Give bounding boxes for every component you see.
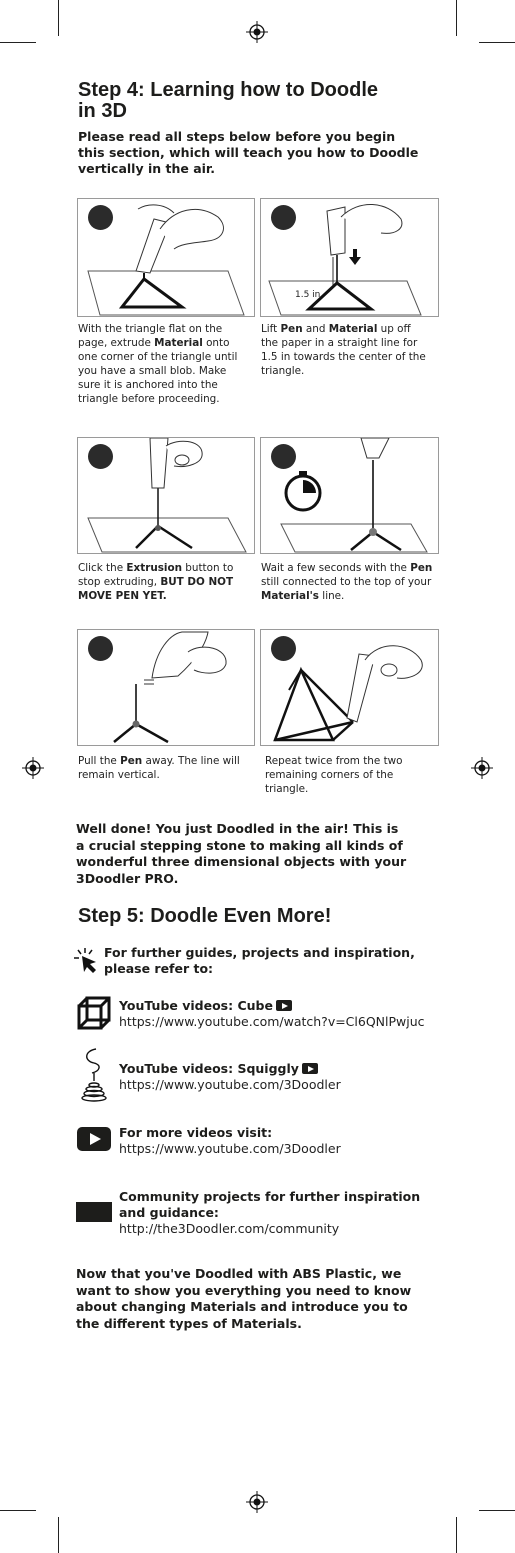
step-5-caption: Pull the Pen away. The line will remain vertical. [78,755,240,781]
step-number-badge [271,444,296,469]
step-1-caption: With the triangle flat on the page, extrude Material onto one corner of the triangle until you have a small blob. Make sure it is anchored into the triangle before proceeding. [78,323,238,405]
step-4-caption: Wait a few seconds with the Pen still connected to the top of your Material's line. [261,562,433,602]
intro-line: vertically in the air. [78,161,216,176]
step-2-caption: Lift Pen and Material up off the paper in a straight line for 1.5 in towards the center of the triangle. [261,323,426,377]
squiggly-icon [80,1047,110,1103]
refer-text: For further guides, projects and inspiration, please refer to: [104,945,415,976]
step-number-badge [271,205,296,230]
community-icon [76,1202,112,1222]
step4-title-line: Step 4: Learning how to Doodle [78,79,378,101]
youtube-icon [276,1000,292,1011]
resource-title: YouTube videos: Squiggly [119,1061,341,1077]
resource-title: Community projects for further inspiration and guidance: [119,1189,421,1220]
step-3-caption: Click the Extrusion button to stop extruding, BUT DO NOT MOVE PEN YET. [78,562,234,602]
cube-icon [76,995,112,1031]
step-illustration-4 [260,437,439,554]
intro-line: Please read all steps below before you begin [78,129,396,144]
step-illustration-6 [260,629,439,746]
stopwatch-icon [286,471,320,510]
crop-mark [0,42,36,43]
registration-mark-icon [471,757,493,779]
step-illustration-2 [260,198,439,317]
step-number-badge [88,636,113,661]
resource-title: YouTube videos: Cube [119,998,425,1014]
registration-mark-icon [246,21,268,43]
resource-title: For more videos visit: [119,1125,273,1140]
registration-mark-icon [22,757,44,779]
step4-title [78,80,478,122]
resource-link[interactable]: http://the3Doodler.com/community [119,1221,340,1236]
resource-more-videos[interactable] [119,1125,341,1157]
youtube-play-icon [77,1127,111,1151]
crop-mark [479,42,515,43]
step-number-badge [88,444,113,469]
crop-mark [456,1517,457,1553]
step4-title-line: in 3D [78,100,127,122]
crop-mark [479,1510,515,1511]
crop-mark [58,0,59,36]
step-number-badge [88,205,113,230]
crop-mark [58,1517,59,1553]
crop-mark [0,1510,36,1511]
resource-link[interactable]: https://www.youtube.com/3Doodler [119,1141,341,1156]
intro-line: this section, which will teach you how to Doodle [78,145,419,160]
registration-mark-icon [246,1491,268,1513]
step-number-badge [271,636,296,661]
step4-intro [78,129,498,177]
cursor-click-icon [74,948,100,974]
resource-community[interactable] [119,1189,420,1237]
step5-title: Step 5: Doodle Even More! [78,905,332,927]
closing-text: Now that you've Doodled with ABS Plastic, we want to show you everything you need to know about changing Materials and introduce you to the different types of Materials. [76,1266,412,1331]
youtube-icon [302,1063,318,1074]
step-illustration-1 [77,198,255,317]
step-illustration-5 [77,629,255,746]
step-illustration-3 [77,437,255,554]
resource-link[interactable]: https://www.youtube.com/watch?v=Cl6QNlPwjuc [119,1014,425,1029]
step-6-caption: Repeat twice from the two remaining corners of the triangle. [265,755,403,795]
resource-squiggly[interactable] [119,1061,341,1093]
well-done-text: Well done! You just Doodled in the air! This is a crucial stepping stone to making all kinds of wonderful three dimensional objects with your 3Doodler PRO. [76,821,407,886]
resource-link[interactable]: https://www.youtube.com/3Doodler [119,1077,341,1092]
crop-mark [456,0,457,36]
distance-label: 1.5 in [295,290,321,300]
resource-cube[interactable] [119,998,425,1030]
